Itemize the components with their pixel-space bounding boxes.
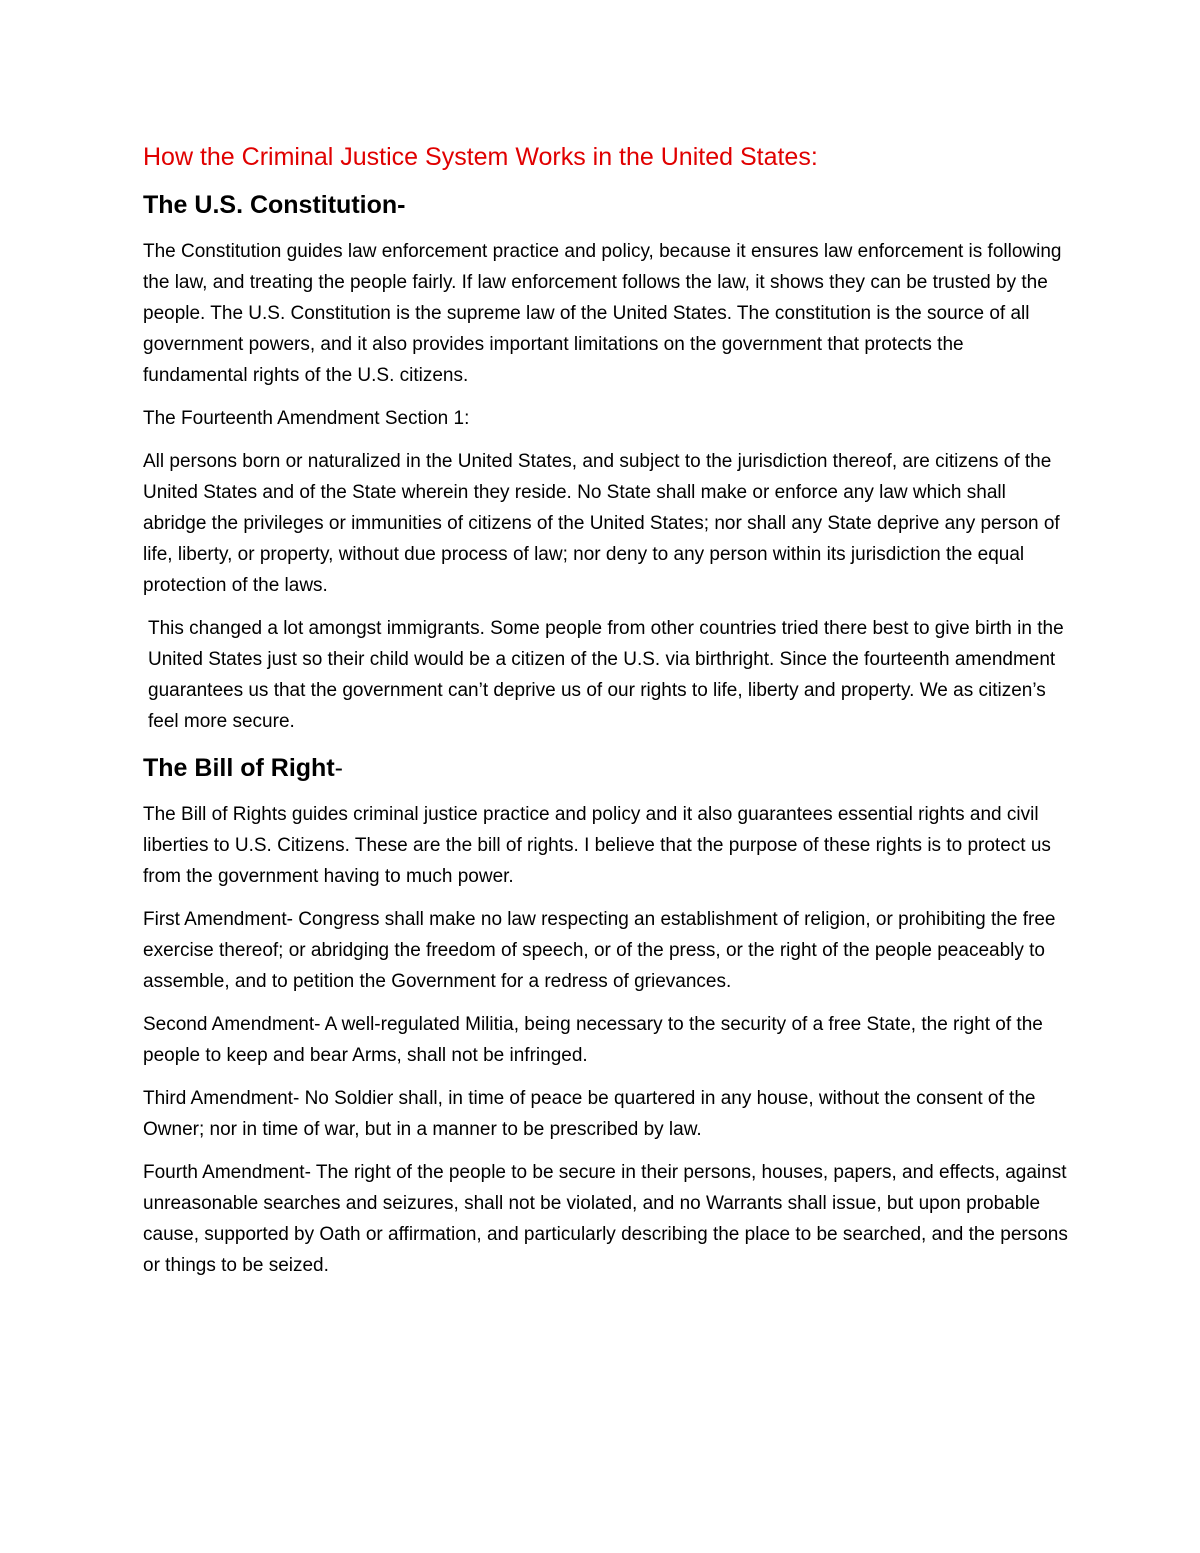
fourteenth-amendment-text: All persons born or naturalized in the United States, and subject to the jurisdiction thereof, are citizens of the United States and of the State wherein they reside. No State shall make or enforce any law which shall abridge the privileges or immunities of citizens of the United States; nor shall any State deprive any person of life, liberty, or property, without due process of law; nor deny to any person within its jurisdiction the equal protection of the laws. [143, 451, 1060, 596]
first-amendment-paragraph: First Amendment- Congress shall make no law respecting an establishment of religion, or prohibiting the free exercise thereof; or abridging the freedom of speech, or of the press, or the right of the people peaceably to assemble, and to petition the Government for a redress of grievances. [143, 909, 1056, 992]
section-heading-constitution: The U.S. Constitution- [143, 191, 406, 219]
bill-of-rights-heading-text: The Bill of Right [143, 754, 335, 782]
document-page [143, 140, 1068, 1293]
constitution-intro-paragraph: The Constitution guides law enforcement practice and policy, because it ensures law enforcement is following the law, and treating the people fairly. If law enforcement follows the law, it shows they can be trusted by the people. The U.S. Constitution is the supreme law of the United States. The constitution is the source of all government powers, and it also provides important limitations on the government that protects the fundamental rights of the U.S. citizens. [143, 241, 1062, 386]
second-amendment-paragraph: Second Amendment- A well-regulated Militia, being necessary to the security of a free State, the right of the people to keep and bear Arms, shall not be infringed. [143, 1014, 1043, 1066]
fourteenth-amendment-label: The Fourteenth Amendment Section 1: [143, 408, 470, 429]
bill-of-rights-intro-paragraph: The Bill of Rights guides criminal justice practice and policy and it also guarantees essential rights and civil liberties to U.S. Citizens. These are the bill of rights. I believe that the purpose of these rights is to protect us from the government having to much power. [143, 804, 1051, 887]
fourteenth-amendment-commentary: This changed a lot amongst immigrants. Some people from other countries tried there best to give birth in the United States just so their child would be a citizen of the U.S. via birthright. Since the fourteenth amendment guarantees us that the government can’t deprive us of our rights to life, liberty and property. We as citizen’s feel more secure. [148, 618, 1064, 732]
bill-of-rights-heading-dash: - [334, 754, 343, 782]
third-amendment-paragraph: Third Amendment- No Soldier shall, in time of peace be quartered in any house, without the consent of the Owner; nor in time of war, but in a manner to be prescribed by law. [143, 1088, 1036, 1140]
document-title: How the Criminal Justice System Works in the United States: [143, 143, 818, 171]
section-heading-bill-of-rights [143, 751, 1068, 785]
fourth-amendment-paragraph: Fourth Amendment- The right of the people to be secure in their persons, houses, papers, and effects, against unreasonable searches and seizures, shall not be violated, and no Warrants shall issue, but upon probable cause, supported by Oath or affirmation, and particularly describing the place to be searched, and the persons or things to be seized. [143, 1162, 1068, 1276]
